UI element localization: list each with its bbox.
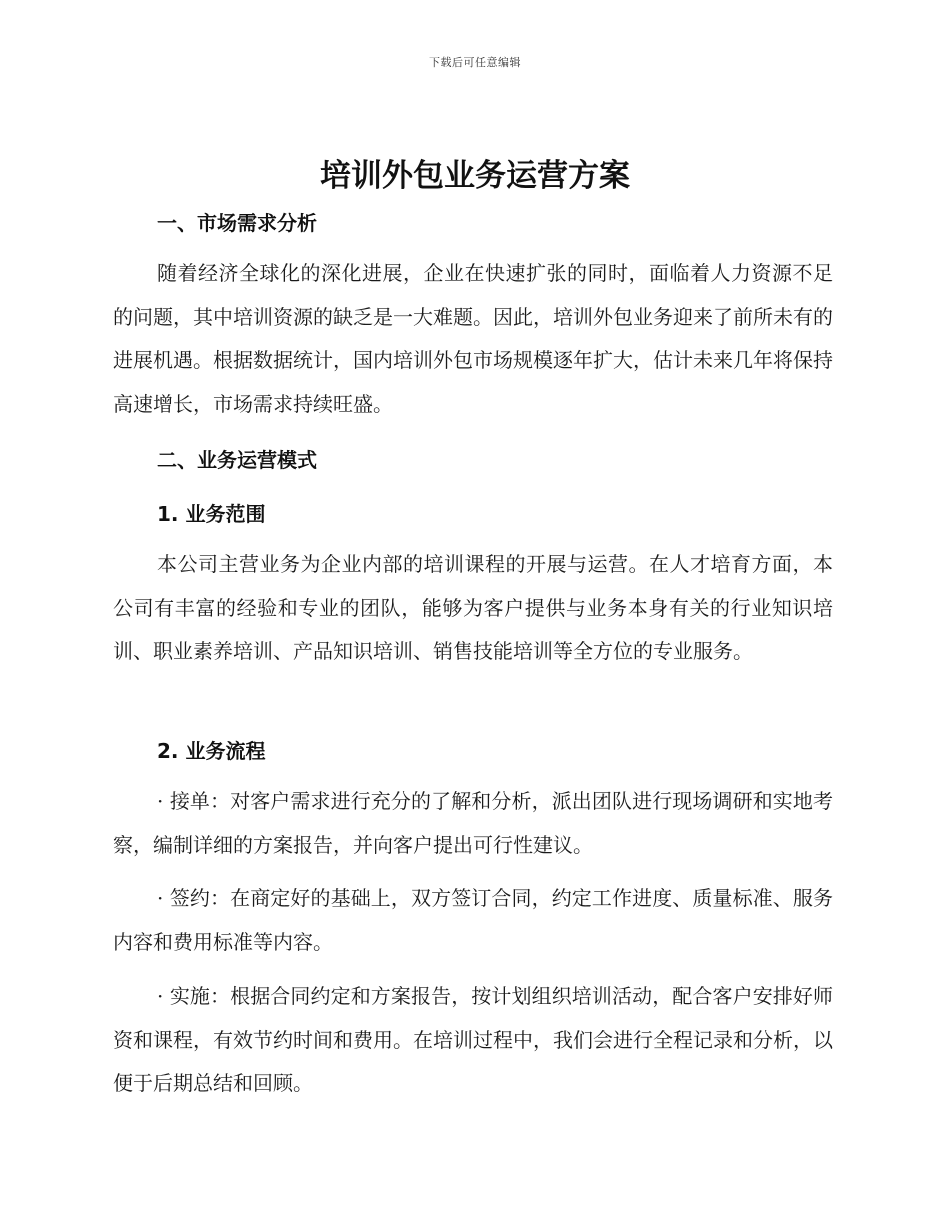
section-heading-operation: 二、业务运营模式 [157, 448, 317, 472]
bullet-item-implementation: · 实施：根据合同约定和方案报告，按计划组织培训活动，配合客户安排好师资和课程，有效节约时间和费用。在培训过程中，我们会进行全程记录和分析，以便于后期总结和回顾。 [113, 984, 833, 1095]
paragraph-scope: 本公司主营业务为企业内部的培训课程的开展与运营。在人才培育方面，本公司有丰富的经验和专业的团队，能够为客户提供与业务本身有关的行业知识培训、职业素养培训、产品知识培训、销售技能培训等全方位的专业服务。 [113, 552, 833, 663]
document-title: 培训外包业务运营方案 [320, 158, 630, 194]
section-heading-market: 一、市场需求分析 [157, 211, 317, 235]
bullet-item-contract: · 签约：在商定好的基础上，双方签订合同，约定工作进度、质量标准、服务内容和费用标准等内容。 [113, 886, 833, 954]
bullet-item-order: · 接单：对客户需求进行充分的了解和分析，派出团队进行现场调研和实地考察，编制详细的方案报告，并向客户提出可行性建议。 [113, 789, 833, 857]
paragraph-market: 随着经济全球化的深化进展，企业在快速扩张的同时，面临着人力资源不足的问题，其中培训资源的缺乏是一大难题。因此，培训外包业务迎来了前所未有的进展机遇。根据数据统计，国内培训外包市场规模逐年扩大，估计未来几年将保持高速增长，市场需求持续旺盛。 [113, 261, 833, 416]
subsection-heading-process: 2. 业务流程 [157, 739, 266, 763]
header-note: 下载后可任意编辑 [429, 56, 521, 69]
subsection-heading-scope: 1. 业务范围 [157, 502, 266, 526]
